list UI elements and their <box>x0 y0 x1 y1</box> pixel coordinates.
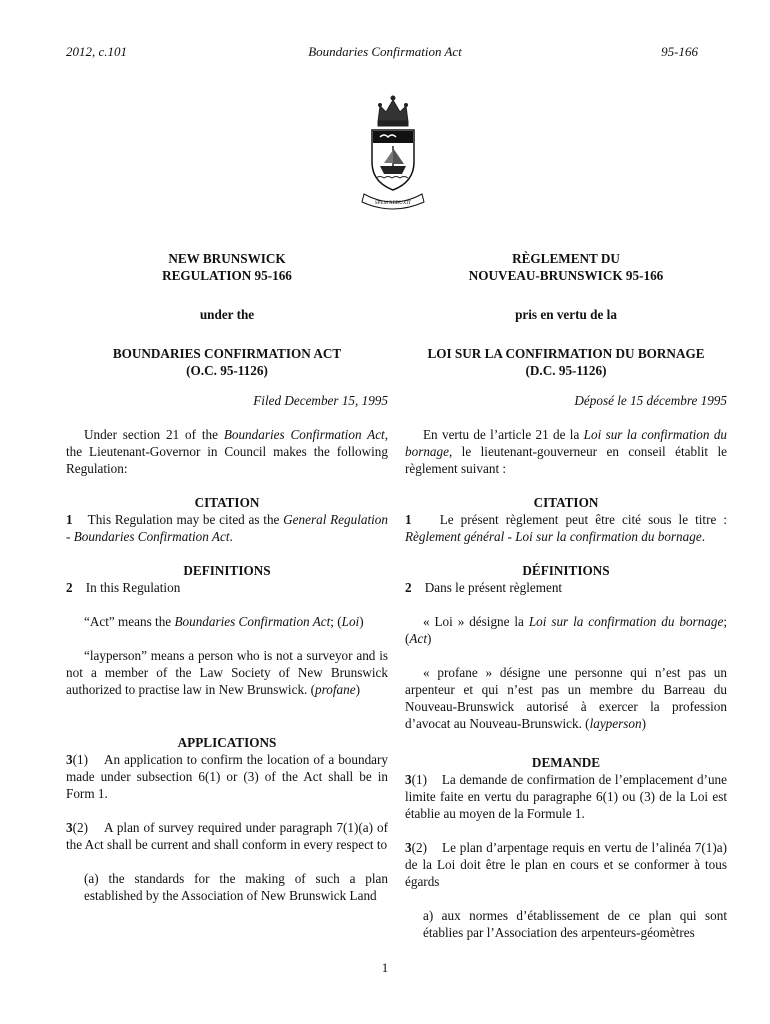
regulation-title-line-2: REGULATION 95-166 <box>162 268 292 283</box>
order-in-council-number-fr: (D.C. 95-1126) <box>525 363 607 378</box>
enacting-clause-fr: En vertu de l’article 21 de la Loi sur la confirmation du bornage, le lieutenant-gouverneur en conseil établit le règlement suivant : <box>405 427 728 476</box>
act-title: BOUNDARIES CONFIRMATION ACT <box>112 346 342 361</box>
page-number: 1 <box>381 960 389 975</box>
under-the-fr: pris en vertu de la <box>515 307 617 322</box>
section-3-1: 3(1) An application to confirm the location of a boundary made under subsection 6(1) or (3) of the Act shall be in Form 1. <box>66 752 389 801</box>
enacting-clause: Under section 21 of the Boundaries Confirmation Act, the Lieutenant-Governor in Council makes the following Regulation: <box>66 427 389 476</box>
section-2-fr: 2 Dans le présent règlement <box>405 580 563 595</box>
definition-layperson: “layperson” means a person who is not a surveyor and is not a member of the Law Society of New Brunswick authorized to practise law in New Brunswick. (profane) <box>66 648 388 697</box>
applications-heading: APPLICATIONS <box>177 735 277 750</box>
english-column <box>66 250 388 904</box>
definitions-heading-fr: DÉFINITIONS <box>522 563 610 578</box>
citation-heading: CITATION <box>194 495 260 510</box>
filed-date-fr: Déposé le 15 décembre 1995 <box>574 393 727 408</box>
section-3-2-a-fr: a) aux normes d’établissement de ce plan qui sont établies par l’Association des arpenteurs-géomètres <box>423 908 727 940</box>
regulation-title-line-2-fr: NOUVEAU-BRUNSWICK 95-166 <box>468 268 664 283</box>
section-3-2-a: (a) the standards for the making of such a plan established by the Association of New Brunswick Land <box>84 871 388 903</box>
citation-heading-fr: CITATION <box>533 495 599 510</box>
regulation-title-line-1: NEW BRUNSWICK <box>168 251 286 266</box>
applications-heading-fr: DEMANDE <box>531 755 601 770</box>
under-the: under the <box>199 307 255 322</box>
section-2: 2 In this Regulation <box>66 580 181 595</box>
new-brunswick-coat-of-arms-icon <box>358 92 428 212</box>
definitions-heading: DEFINITIONS <box>183 563 271 578</box>
section-3-2-fr: 3(2) Le plan d’arpentage requis en vertu de l’alinéa 7(1)a) de la Loi doit être le plan en cours et se conformer à tous égards <box>405 840 727 889</box>
section-3-1-fr: 3(1) La demande de confirmation de l’emplacement d’une limite faite en vertu du paragraphe 6(1) ou (3) de la Loi est établie au moyen de la Formule 1. <box>405 772 727 821</box>
filed-date: Filed December 15, 1995 <box>253 393 388 408</box>
header-act-name: Boundaries Confirmation Act <box>308 44 462 59</box>
definition-layperson-fr: « profane » désigne une personne qui n’est pas un arpenteur et qui n’est pas un membre du Barreau du Nouveau-Brunswick autorisé à exercer la profession d’avocat au Nouveau-Brunswick. (layperson) <box>405 665 727 731</box>
french-column <box>405 250 727 941</box>
header-year-chapter: 2012, c.101 <box>66 44 128 59</box>
section-1-fr: 1 Le présent règlement peut être cité sous le titre : Règlement général - Loi sur la confirmation du bornage. <box>405 512 728 544</box>
section-3-2: 3(2) A plan of survey required under paragraph 7(1)(a) of the Act shall be current and shall conform in every respect to <box>66 820 388 852</box>
definition-act: “Act” means the Boundaries Confirmation Act; (Loi) <box>84 614 364 629</box>
svg-text:SPEM REDUXIT: SPEM REDUXIT <box>374 201 412 206</box>
definition-act-fr: « Loi » désigne la Loi sur la confirmation du bornage; (Act) <box>405 614 727 646</box>
act-title-fr: LOI SUR LA CONFIRMATION DU BORNAGE <box>427 346 705 361</box>
order-in-council-number: (O.C. 95-1126) <box>186 363 268 378</box>
regulation-title-line-1-fr: RÈGLEMENT DU <box>512 251 620 266</box>
header-regulation-number: 95-166 <box>661 44 698 59</box>
section-1: 1 This Regulation may be cited as the General Regulation - Boundaries Confirmation Act. <box>66 512 388 544</box>
